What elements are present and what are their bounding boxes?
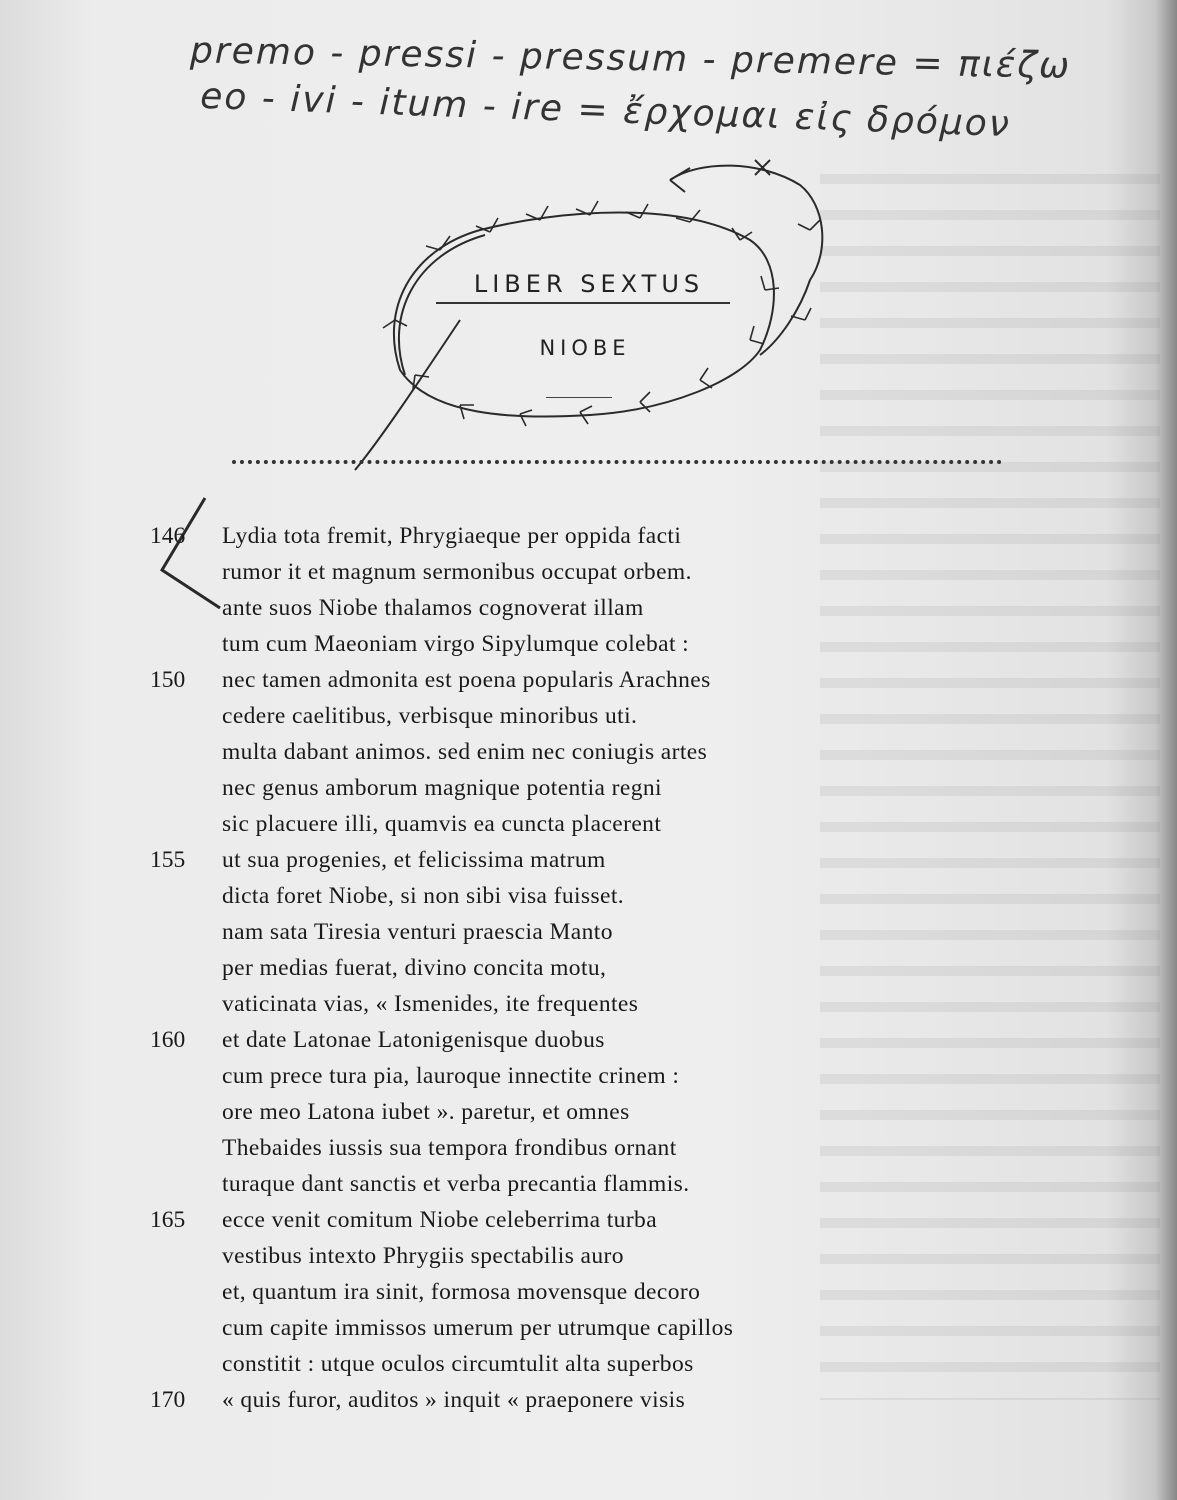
verse-number: 170 xyxy=(150,1387,186,1413)
verse-line xyxy=(150,662,910,698)
poem-text xyxy=(150,518,910,1418)
verse-number: 150 xyxy=(150,667,186,693)
verse-line xyxy=(150,950,910,986)
verse-text: ut sua progenies, et felicissima matrum xyxy=(222,847,606,873)
verse-text: cum prece tura pia, lauroque innectite crinem : xyxy=(222,1063,680,1089)
verse-text: « quis furor, auditos » inquit « praeponere visis xyxy=(222,1387,686,1413)
dotted-divider xyxy=(232,460,1002,464)
verse-text: ante suos Niobe thalamos cognoverat illam xyxy=(222,595,644,621)
verse-line xyxy=(150,1130,910,1166)
verse-line xyxy=(150,914,910,950)
verse-line xyxy=(150,1022,910,1058)
verse-line xyxy=(150,626,910,662)
verse-number: 155 xyxy=(150,847,186,873)
hand-drawn-wreath-icon xyxy=(340,140,860,480)
verse-line xyxy=(150,518,910,554)
verse-text: vestibus intexto Phrygiis spectabilis auro xyxy=(222,1243,624,1269)
verse-text: nec genus amborum magnique potentia regni xyxy=(222,775,662,801)
verse-text: vaticinata vias, « Ismenides, ite frequentes xyxy=(222,991,639,1017)
handwritten-note: premo - pressi - pressum - premere = πιέζω xyxy=(189,30,1072,87)
verse-text: et date Latonae Latonigenisque duobus xyxy=(222,1027,605,1053)
verse-line xyxy=(150,1310,910,1346)
verse-line xyxy=(150,590,910,626)
verse-line xyxy=(150,734,910,770)
handwritten-note: eo - ivi - itum - ire = ἔρχομαι εἰς δρόμον xyxy=(199,75,1012,146)
page-edge-shadow xyxy=(1155,0,1177,1500)
verse-text: constitit : utque oculos circumtulit alta superbos xyxy=(222,1351,694,1377)
verse-text: ore meo Latona iubet ». paretur, et omnes xyxy=(222,1099,630,1125)
verse-text: cedere caelitibus, verbisque minoribus uti. xyxy=(222,703,638,729)
verse-line xyxy=(150,986,910,1022)
verse-number: 165 xyxy=(150,1207,186,1233)
verse-text: dicta foret Niobe, si non sibi visa fuisset. xyxy=(222,883,625,909)
verse-line xyxy=(150,842,910,878)
subtitle-rule xyxy=(546,397,612,398)
verse-text: et, quantum ira sinit, formosa movensque decoro xyxy=(222,1279,701,1305)
verse-line xyxy=(150,1094,910,1130)
verse-text: per medias fuerat, divino concita motu, xyxy=(222,955,607,981)
verse-number: 146 xyxy=(150,523,186,549)
verse-line xyxy=(150,1238,910,1274)
verse-text: Lydia tota fremit, Phrygiaeque per oppida facti xyxy=(222,523,682,549)
verse-line xyxy=(150,806,910,842)
verse-text: ecce venit comitum Niobe celeberrima turba xyxy=(222,1207,658,1233)
verse-line xyxy=(150,554,910,590)
verse-text: rumor it et magnum sermonibus occupat orbem. xyxy=(222,559,692,585)
verse-text: tum cum Maeoniam virgo Sipylumque colebat : xyxy=(222,631,690,657)
title-underline xyxy=(436,302,730,304)
verse-text: sic placuere illi, quamvis ea cuncta placerent xyxy=(222,811,662,837)
verse-text: multa dabant animos. sed enim nec coniugis artes xyxy=(222,739,708,765)
verse-text: nam sata Tiresia venturi praescia Manto xyxy=(222,919,613,945)
verse-line xyxy=(150,1382,910,1418)
verse-line xyxy=(150,1058,910,1094)
verse-text: turaque dant sanctis et verba precantia flammis. xyxy=(222,1171,690,1197)
verse-line xyxy=(150,698,910,734)
verse-line xyxy=(150,1274,910,1310)
verse-line xyxy=(150,1202,910,1238)
verse-line xyxy=(150,1166,910,1202)
verse-line xyxy=(150,1346,910,1382)
verse-text: Thebaides iussis sua tempora frondibus ornant xyxy=(222,1135,677,1161)
verse-line xyxy=(150,878,910,914)
verse-line xyxy=(150,770,910,806)
verse-text: cum capite immissos umerum per utrumque capillos xyxy=(222,1315,734,1341)
verse-text: nec tamen admonita est poena popularis Arachnes xyxy=(222,667,711,693)
section-title: NIOBE xyxy=(539,336,631,360)
book-title: LIBER SEXTUS xyxy=(473,270,705,298)
verse-number: 160 xyxy=(150,1027,186,1053)
